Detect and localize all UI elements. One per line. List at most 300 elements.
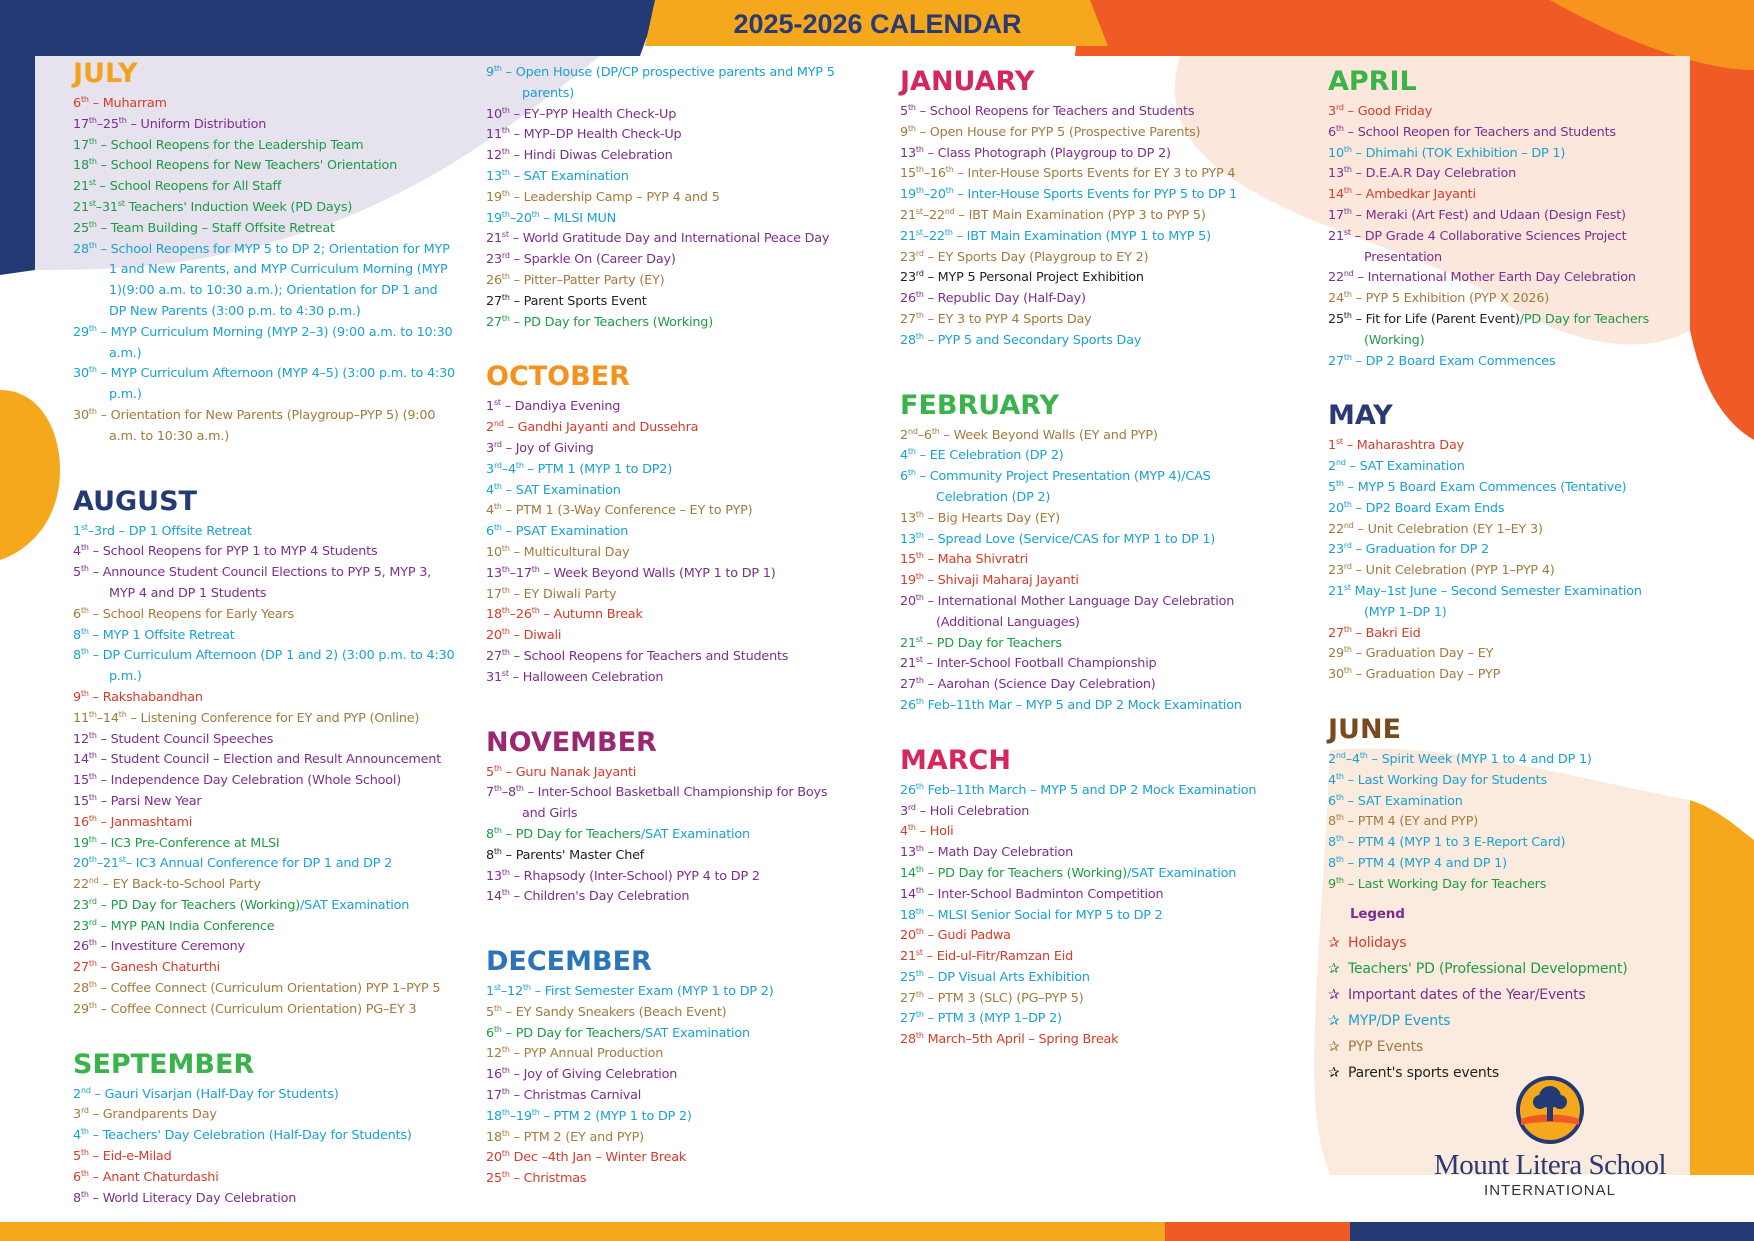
october-events [486,397,851,688]
event-item [486,783,851,825]
event-date: 23 [900,270,916,286]
date-suffix: th [915,989,924,999]
calendar-title: 2025-2026 CALENDAR [733,8,1022,39]
legend-label: Holidays [1348,935,1407,952]
event-text: – Unit Celebration (EY 1–EY 3) [1353,521,1543,537]
event-text: – PD Day for Teachers [501,1025,641,1041]
date-suffix: th [1359,750,1368,760]
date-suffix: rd [1343,541,1352,551]
event-text: – Big Hearts Day (EY) [923,510,1060,526]
event-item [73,1147,458,1168]
date-suffix: th [531,606,540,616]
date-suffix: th [501,627,510,637]
event-text: – Open House (DP/CP prospective parents and MYP 5 parents) [501,65,835,101]
date-suffix: rd [907,802,916,812]
event-date: 5 [73,1149,81,1165]
event-date: 1 [73,523,81,539]
date-suffix: th [1335,834,1344,844]
event-text: – MLSI MUN [539,210,617,226]
event-text: – Diwali [509,628,562,644]
event-text: – Student Council Speeches [96,731,274,747]
event-text: – Gudi Padwa [923,928,1011,944]
date-suffix: th [1343,310,1352,320]
school-name: Mount Litera School [1433,1149,1667,1181]
event-item [900,968,1280,989]
event-date: 19 [73,835,89,851]
date-suffix: rd [80,1106,89,1116]
event-date: 14 [900,886,916,902]
event-date: 3 [486,440,494,456]
event-text: – Parent Sports Event [509,293,647,309]
legend-label: Important dates of the Year/Events [1348,987,1586,1004]
event-text: – DP Grade 4 Collaborative Sciences Project Presentation [1350,228,1627,265]
event-item [900,426,1280,447]
event-text: – Shivaji Maharaj Jayanti [923,573,1079,589]
event-date: 25 [486,1171,502,1187]
date-suffix: th [1343,499,1352,509]
event-date: 10 [486,106,502,122]
event-text: – Ganesh Chaturthi [96,960,220,976]
date-suffix: th [88,772,97,782]
event-date: 23 [900,249,916,265]
august-events [73,522,458,1021]
event-item [73,542,458,563]
date-suffix: th [88,323,97,333]
event-item [1328,227,1673,269]
event-text: – Fit for Life (Parent Event) [1351,311,1520,327]
event-text: – Parsi New Year [96,793,202,809]
event-item [73,563,458,605]
date-suffix: th [915,331,924,341]
event-date: 18 [486,1108,502,1124]
event-item [73,136,458,157]
date-suffix: th [493,64,502,73]
event-text: – EY 3 to PYP 4 Sports Day [923,311,1092,327]
event-text: – Leadership Camp – PYP 4 and 5 [509,189,720,205]
event-text-extra: /SAT Examination [640,1025,750,1041]
event-text: – PD Day for Teachers (Working) [509,314,714,330]
date-suffix: th [118,115,127,125]
event-item [486,522,851,543]
event-date: 8 [73,1190,81,1206]
event-item [73,813,458,834]
date-suffix: st [915,655,923,665]
star-icon: ✰ [1328,1039,1340,1056]
event-date: 2 [486,420,494,436]
event-item [73,240,458,323]
event-text: – Spread Love (Service/CAS for MYP 1 to DP 1) [923,531,1216,547]
date-suffix: th [1343,352,1352,362]
event-date: 28 [73,981,89,997]
school-subtitle: INTERNATIONAL [1484,1182,1616,1199]
event-item [1328,289,1673,310]
date-suffix: th [501,126,510,136]
event-item [900,634,1280,655]
event-item [486,1148,851,1169]
event-date-end: –21 [96,856,119,872]
date-suffix: th [915,676,924,686]
event-date: 15 [900,166,916,182]
event-date: 17 [486,586,502,602]
event-item [486,982,851,1003]
legend-label: Parent's sports events [1348,1065,1499,1082]
event-date-end: –25 [96,116,119,132]
event-item [73,750,458,771]
date-suffix: th [501,1128,510,1138]
event-date: 25 [73,220,89,236]
event-text-extra: /SAT Examination [1127,865,1237,881]
june-events [1328,750,1673,896]
date-suffix: th [907,468,916,478]
event-item [900,227,1280,248]
event-item [1328,457,1673,478]
event-item [900,675,1280,696]
event-item [73,792,458,813]
event-item [486,668,851,689]
event-item [486,501,851,522]
event-date: 22 [1328,521,1344,537]
date-suffix: th [88,938,97,948]
event-text: – SAT Examination [1345,459,1465,475]
event-item [900,571,1280,592]
event-text: – MYP 5 Personal Project Exhibition [923,270,1144,286]
event-date: 19 [486,210,502,226]
july-events [73,94,458,448]
event-item [486,1107,851,1128]
event-text: – Children's Day Celebration [509,889,690,905]
date-suffix: st [117,198,125,208]
date-suffix: th [915,927,924,937]
event-date: 25 [900,969,916,985]
event-date-end: –6 [917,427,932,443]
event-text: – Autumn Break [539,607,643,623]
event-item [1328,833,1673,854]
event-date: 8 [73,648,81,664]
event-item [900,1009,1280,1030]
event-text: – Last Working Day for Teachers [1343,876,1547,892]
event-date: 27 [1328,353,1344,369]
date-suffix: th [1343,666,1352,676]
event-text: – MYP PAN India Conference [96,918,275,934]
event-item [900,802,1280,823]
event-item [486,887,851,908]
event-item [73,958,458,979]
date-suffix: th [915,530,924,540]
event-item [1328,854,1673,875]
event-date: 13 [900,531,916,547]
event-date-end: –19 [509,1108,532,1124]
event-item [1328,665,1673,686]
event-text: – First Semester Exam (MYP 1 to DP 2) [530,984,774,1000]
event-text: – School Reopens for New Teachers' Orientation [96,158,398,174]
date-suffix: th [501,147,510,157]
event-text: – PTM 4 (MYP 4 and DP 1) [1343,855,1507,871]
event-text: – Teachers' Day Celebration (Half-Day for Students) [88,1128,412,1144]
date-suffix: st [1335,437,1343,447]
event-text: – School Reopens for Early Years [88,606,294,622]
event-item [73,771,458,792]
date-suffix: nd [1343,520,1354,530]
date-suffix: st [493,398,501,408]
event-text: –3rd – DP 1 Offsite Retreat [87,523,252,539]
date-suffix: th [1343,186,1352,196]
event-date: 27 [1328,625,1344,641]
event-text: – Open House for PYP 5 (Prospective Parents) [915,124,1201,140]
date-suffix: th [915,968,924,978]
date-suffix: th [501,585,510,595]
event-item [73,94,458,115]
event-date: 9 [486,65,494,80]
event-item [486,63,851,105]
february-events [900,426,1280,717]
event-date-end: –22 [922,228,945,244]
event-text: – PYP 5 Exhibition (PYP X 2026) [1351,291,1550,307]
event-item [900,467,1280,509]
event-item [486,167,851,188]
event-date: 27 [73,960,89,976]
event-text: – School Reopens for the Leadership Team [96,137,364,153]
event-text: – PTM 4 (MYP 1 to 3 E-Report Card) [1343,835,1566,851]
event-text: – Rhapsody (Inter-School) PYP 4 to DP 2 [509,868,760,884]
event-item [900,906,1280,927]
date-suffix: th [501,167,510,177]
date-suffix: th [531,1107,540,1117]
event-item [486,397,851,418]
date-suffix: th [493,481,502,491]
date-suffix: th [1343,624,1352,634]
event-text: – Dandiya Evening [500,399,621,415]
event-item [486,105,851,126]
event-text: – School Reopens for PYP 1 to MYP 4 Students [88,544,378,560]
event-item [900,144,1280,165]
event-text: – Team Building – Staff Offsite Retreat [96,220,335,236]
month-october: OCTOBER [486,361,630,393]
event-text: – Spirit Week (MYP 1 to 4 and DP 1) [1367,751,1592,767]
date-suffix: th [80,605,89,615]
event-text: – School Reopen for Teachers and Students [1343,124,1616,140]
event-item [486,1024,851,1045]
date-suffix: th [907,823,916,833]
event-text: – School Reopens for Teachers and Students [915,104,1195,119]
event-text: – EE Celebration (DP 2) [915,448,1064,464]
event-item [486,867,851,888]
event-text: – Listening Conference for EY and PYP (Online) [126,710,420,726]
event-text: – Community Project Presentation (MYP 4)/CAS Celebration (DP 2) [915,469,1211,505]
date-suffix: th [501,1087,510,1097]
event-text: – Independence Day Celebration (Whole School) [96,773,402,789]
event-item [486,1065,851,1086]
event-date: 31 [486,669,502,685]
date-suffix: th [915,165,924,175]
event-text: – PD Day for Teachers (Working) [96,897,301,913]
event-text: – World Gratitude Day and International Peace Day [508,231,830,247]
event-text: – DP Curriculum Afternoon (DP 1 and 2) (3:00 p.m. to 4:30 p.m.) [88,648,455,685]
event-text: – School Reopens for All Staff [95,179,282,195]
event-date-end: –4 [1345,751,1360,767]
event-date: 14 [900,865,916,881]
event-item [486,125,851,146]
event-date: 14 [73,752,89,768]
event-text: – World Literacy Day Celebration [88,1190,297,1206]
event-item [73,115,458,136]
event-date: 8 [1328,855,1336,871]
date-suffix: th [944,227,953,237]
event-date: 3 [73,1107,81,1123]
date-suffix: th [501,867,510,877]
month-january: JANUARY [900,66,1035,97]
event-date: 6 [73,1169,81,1185]
event-item [1328,499,1673,520]
date-suffix: th [915,186,924,196]
event-item [486,188,851,209]
legend-item [1328,982,1673,1008]
event-item [900,164,1280,185]
date-suffix: th [1335,813,1344,823]
event-date: 22 [1328,270,1344,286]
event-date: 27 [486,648,502,664]
event-date: 20 [486,628,502,644]
column-4 [1328,66,1673,1086]
march-events [900,781,1280,1051]
event-item [900,843,1280,864]
event-item [900,822,1280,843]
date-suffix: th [88,730,97,740]
event-date: 3 [900,803,908,819]
tree-emblem-icon [1515,1075,1585,1145]
event-text: – Eid-e-Milad [88,1149,172,1165]
date-suffix: th [501,313,510,323]
date-suffix: th [1343,165,1352,175]
event-item [900,1030,1280,1051]
month-march: MARCH [900,744,1011,776]
event-date-end: –20 [509,210,532,226]
event-item [73,834,458,855]
date-suffix: nd [944,206,955,216]
date-suffix: th [915,844,924,854]
event-text: – SAT Examination [501,482,621,498]
event-date: 4 [1328,772,1336,788]
event-item [900,696,1280,717]
event-text: – PTM 1 (MYP 1 to DP2) [523,461,672,477]
event-date: 14 [486,889,502,905]
event-item [73,1105,458,1126]
event-item [1328,582,1673,624]
date-suffix: th [501,1170,510,1180]
star-icon: ✰ [1328,1065,1340,1082]
event-date: 21 [73,199,89,215]
event-item [1328,478,1673,499]
event-date: 19 [900,573,916,589]
event-date: 6 [486,524,494,540]
event-item [73,364,458,406]
event-text: – Holi [915,824,954,840]
event-item [900,123,1280,144]
event-date: 15 [73,773,89,789]
date-suffix: th [88,959,97,969]
date-suffix: rd [1343,562,1352,572]
date-suffix: th [915,144,924,154]
event-item [73,156,458,177]
date-suffix: th [915,290,924,300]
date-suffix: th [1343,290,1352,300]
event-date: 29 [73,1001,89,1017]
date-suffix: th [88,115,97,125]
legend [1328,904,1673,1087]
date-suffix: th [515,784,524,794]
date-suffix: st [915,948,923,958]
event-item [1328,750,1673,771]
event-text: – International Mother Language Day Celebration (Additional Languages) [923,593,1235,630]
date-suffix: th [501,1149,510,1159]
star-icon: ✰ [1328,961,1340,978]
date-suffix: th [88,365,97,375]
date-suffix: st [915,634,923,644]
date-suffix: st [88,198,96,208]
event-text: – MYP 5 Board Exam Commences (Tentative) [1343,479,1627,495]
event-text: – Unit Celebration (PYP 1–PYP 4) [1351,563,1555,579]
event-text: – Graduation Day – PYP [1351,667,1501,683]
event-text: – SAT Examination [1343,793,1463,809]
event-date: 13 [486,565,502,581]
event-date: 26 [486,272,502,288]
event-date: 23 [1328,563,1344,579]
event-item [73,646,458,688]
event-text: – Rakshabandhan [88,689,203,705]
event-date: 6 [73,606,81,622]
september-events-cont [486,63,851,333]
event-item [1328,875,1673,896]
date-suffix: th [493,763,502,773]
event-item [1328,624,1673,645]
event-date: 23 [73,897,89,913]
legend-label: MYP/DP Events [1348,1013,1451,1030]
event-text: May–1st June – Second Semester Examination (MYP 1–DP 1) [1350,583,1642,620]
date-suffix: nd [493,419,504,429]
event-text: – Week Beyond Walls (MYP 1 to DP 1) [539,565,776,581]
event-date-end: –8 [501,785,516,801]
january-events [900,102,1280,352]
event-item [486,313,851,334]
event-date: 17 [486,1088,502,1104]
event-item [1328,812,1673,833]
event-text: – Math Day Celebration [923,845,1074,861]
event-date: 13 [900,845,916,861]
event-date: 8 [486,826,494,842]
event-text: – Anant Chaturdashi [88,1169,219,1185]
date-suffix: th [118,709,127,719]
event-item [73,1168,458,1189]
month-september: SEPTEMBER [73,1048,255,1080]
date-suffix: th [1335,771,1344,781]
date-suffix: th [915,864,924,874]
date-suffix: th [1343,206,1352,216]
event-item [73,896,458,917]
legend-item [1328,1034,1673,1060]
event-date: 5 [73,565,81,581]
date-suffix: th [522,983,531,993]
event-date-end: –16 [923,166,946,182]
event-date: 2 [73,1086,81,1102]
date-suffix: th [501,1107,510,1117]
event-text: – School Reopens for Teachers and Students [509,648,789,664]
event-date: 5 [900,104,908,119]
event-text-extra: /SAT Examination [640,826,750,842]
date-suffix: th [88,813,97,823]
event-date: 9 [900,124,908,140]
event-date: 11 [73,710,89,726]
event-item [486,292,851,313]
event-date: 20 [900,928,916,944]
